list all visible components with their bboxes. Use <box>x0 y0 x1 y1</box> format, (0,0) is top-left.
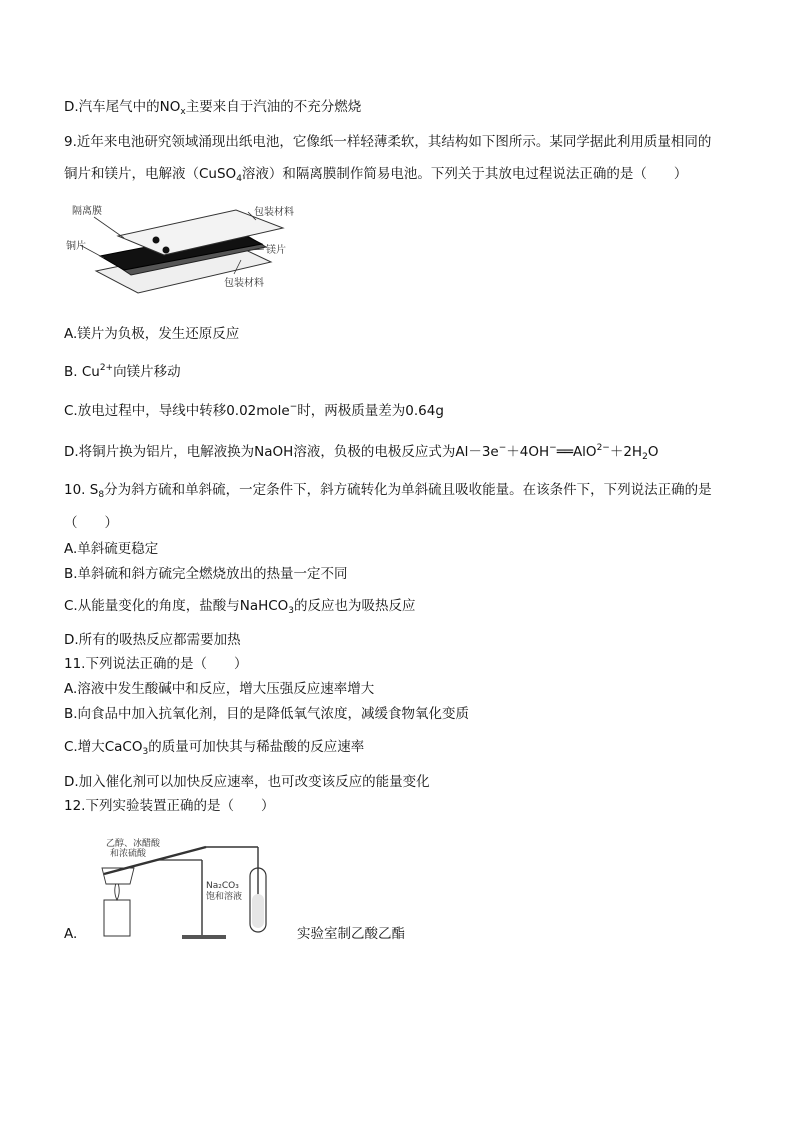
q9-option-a: A.镁片为负极，发生还原反应 <box>64 326 240 342</box>
separator-label: 隔离膜 <box>72 206 102 217</box>
copper-label: 铜片 <box>66 241 86 252</box>
alcohol-lamp <box>104 900 130 936</box>
q12-option-a-caption: 实验室制乙酸乙酯 <box>297 926 405 942</box>
esterification-apparatus-figure <box>98 832 288 944</box>
q10-stem-line2: （ ） <box>64 515 118 531</box>
reagents-label-line2: 和浓硫酸 <box>110 849 147 859</box>
q10-option-d: D.所有的吸热反应都需要加热 <box>64 632 241 648</box>
q9-option-c: C.放电过程中，导线中转移0.02mole−时，两极质量差为0.64g <box>64 402 444 419</box>
q10-option-c: C.从能量变化的角度，盐酸与NaHCO$_3$的反应也为吸热反应 <box>64 598 416 616</box>
q11-stem: 11.下列说法正确的是（ ） <box>64 656 248 672</box>
solution-label-line2: 饱和溶液 <box>206 892 243 902</box>
q9-option-d: D.将铜片换为铝片，电解液换为NaOH溶液，负极的电极反应式为$Al-3e^-+4OH^-══AlO^{2-}+2H_2O$ <box>64 443 659 462</box>
q12-option-a-label: A. <box>64 926 78 942</box>
q10-option-a: A.单斜硫更稳定 <box>64 541 159 557</box>
electrode-terminal <box>163 247 170 254</box>
q10-stem-line1: 10. $S_8$分为斜方硫和单斜硫，一定条件下，斜方硫转化为单斜硫且吸收能量。在该条件下，下列说法正确的是 <box>64 482 712 500</box>
electrode-terminal <box>153 237 160 244</box>
q11-option-d: D.加入催化剂可以加快反应速率，也可改变该反应的能量变化 <box>64 774 430 790</box>
bottom-packaging-label: 包装材料 <box>224 278 264 289</box>
q12-stem: 12.下列实验装置正确的是（ ） <box>64 798 275 814</box>
q9-stem-line1: 9.近年来电池研究领域涌现出纸电池，它像纸一样轻薄柔软，其结构如下图所示。某同学据此利用质量相同的 <box>64 134 712 150</box>
reagents-label-line1: 乙醇、冰醋酸 <box>106 839 161 849</box>
solution-label-line1: Na₂CO₃ <box>206 881 239 891</box>
q9-option-b: B. $Cu^{2+}$向镁片移动 <box>64 363 181 380</box>
q8-option-d: D.汽车尾气中的$NO_x$主要来自于汽油的不充分燃烧 <box>64 99 362 117</box>
top-packaging-label: 包装材料 <box>254 207 294 218</box>
q10-option-b: B.单斜硫和斜方硫完全燃烧放出的热量一定不同 <box>64 566 348 582</box>
q11-option-c: C.增大CaCO$_3$的质量可加快其与稀盐酸的反应速率 <box>64 739 365 757</box>
q9-stem-line2: 铜片和镁片，电解液（CuSO$_4$溶液）和隔离膜制作简易电池。下列关于其放电过程说法正确的是（ ） <box>64 166 688 184</box>
iron-stand-base <box>182 935 226 939</box>
sodium-carbonate-solution <box>252 894 264 928</box>
q11-option-b: B.向食品中加入抗氧化剂，目的是降低氧气浓度，减缓食物氧化变质 <box>64 706 470 722</box>
paper-battery-figure <box>66 198 316 313</box>
q11-option-a: A.溶液中发生酸碱中和反应，增大压强反应速率增大 <box>64 681 375 697</box>
magnesium-label: 镁片 <box>266 245 286 256</box>
